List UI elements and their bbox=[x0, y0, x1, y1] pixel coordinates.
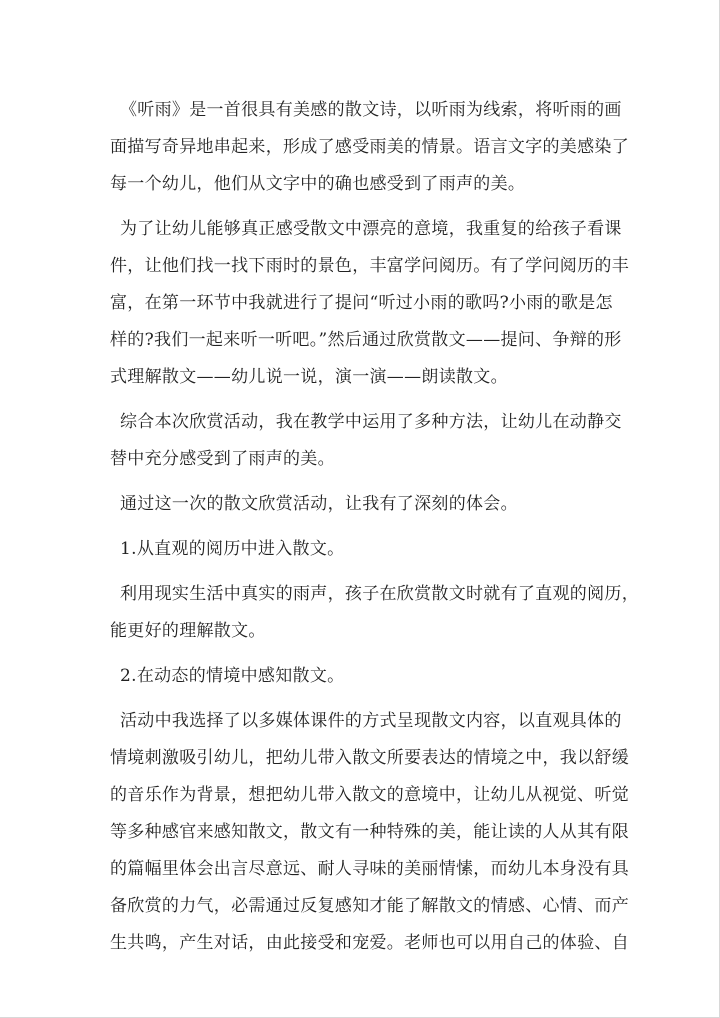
paragraph-method bbox=[110, 211, 629, 396]
text-line: 综合本次欣赏活动，我在教学中运用了多种方法，让幼儿在动静交 bbox=[120, 412, 622, 432]
text-line: 通过这一次的散文欣赏活动，让我有了深刻的体会。 bbox=[120, 494, 518, 514]
document-body bbox=[110, 92, 639, 970]
text-line: 2.在动态的情境中感知散文。 bbox=[120, 666, 345, 686]
text-line: 《听雨》是一首很具有美感的散文诗，以听雨为线索，将听雨的画 bbox=[120, 100, 622, 120]
text-line: 面描写奇异地串起来，形成了感受雨美的情景。语言文字的美感染了 bbox=[110, 137, 629, 157]
text-line: 利用现实生活中真实的雨声，孩子在欣赏散文时就有了直观的阅历， bbox=[120, 584, 639, 604]
paragraph-reflection bbox=[110, 486, 610, 523]
text-line: 生共鸣，产生对话，由此接受和宠爱。老师也可以用自己的体验、自 bbox=[110, 933, 629, 953]
text-line: 等多种感官来感知散文，散文有一种特殊的美，能让读的人从其有限 bbox=[110, 822, 629, 842]
text-line: 的音乐作为背景，想把幼儿带入散文的意境中，让幼儿从视觉、听觉 bbox=[110, 785, 629, 805]
text-line: 备欣赏的力气，必需通过反复感知才能了解散文的情感、心情、而产 bbox=[110, 896, 629, 916]
text-line: 样的?我们一起来听一听吧。”然后通过欣赏散文——提问、争辩的形 bbox=[110, 330, 622, 350]
paragraph-summary bbox=[110, 404, 622, 478]
text-line: 替中充分感受到了雨声的美。 bbox=[110, 449, 335, 469]
text-line: 为了让幼儿能够真正感受散文中漂亮的意境，我重复的给孩子看课 bbox=[120, 219, 622, 239]
text-line: 每一个幼儿，他们从文字中的确也感受到了雨声的美。 bbox=[110, 174, 526, 194]
text-line: 能更好的理解散文。 bbox=[110, 621, 266, 641]
text-line: 的篇幅里体会出言尽意远、耐人寻味的美丽情愫，而幼儿本身没有具 bbox=[110, 859, 629, 879]
text-line: 件，让他们找一找下雨时的景色，丰富学问阅历。有了学问阅历的丰 bbox=[110, 256, 629, 276]
heading-point-2 bbox=[110, 658, 610, 695]
text-line: 式理解散文——幼儿说一说，演一演——朗读散文。 bbox=[110, 367, 508, 387]
paragraph-point-2 bbox=[110, 703, 629, 962]
heading-point-1 bbox=[110, 531, 610, 568]
text-line: 富，在第一环节中我就进行了提问“听过小雨的歌吗?小雨的歌是怎 bbox=[110, 293, 613, 313]
paragraph-intro bbox=[110, 92, 629, 203]
text-line: 情境刺激吸引幼儿，把幼儿带入散文所要表达的情境之中，我以舒缓 bbox=[110, 748, 629, 768]
text-line: 活动中我选择了以多媒体课件的方式呈现散文内容，以直观具体的 bbox=[120, 711, 622, 731]
text-line: 1.从直观的阅历中进入散文。 bbox=[120, 539, 345, 559]
paragraph-point-1 bbox=[110, 576, 639, 650]
